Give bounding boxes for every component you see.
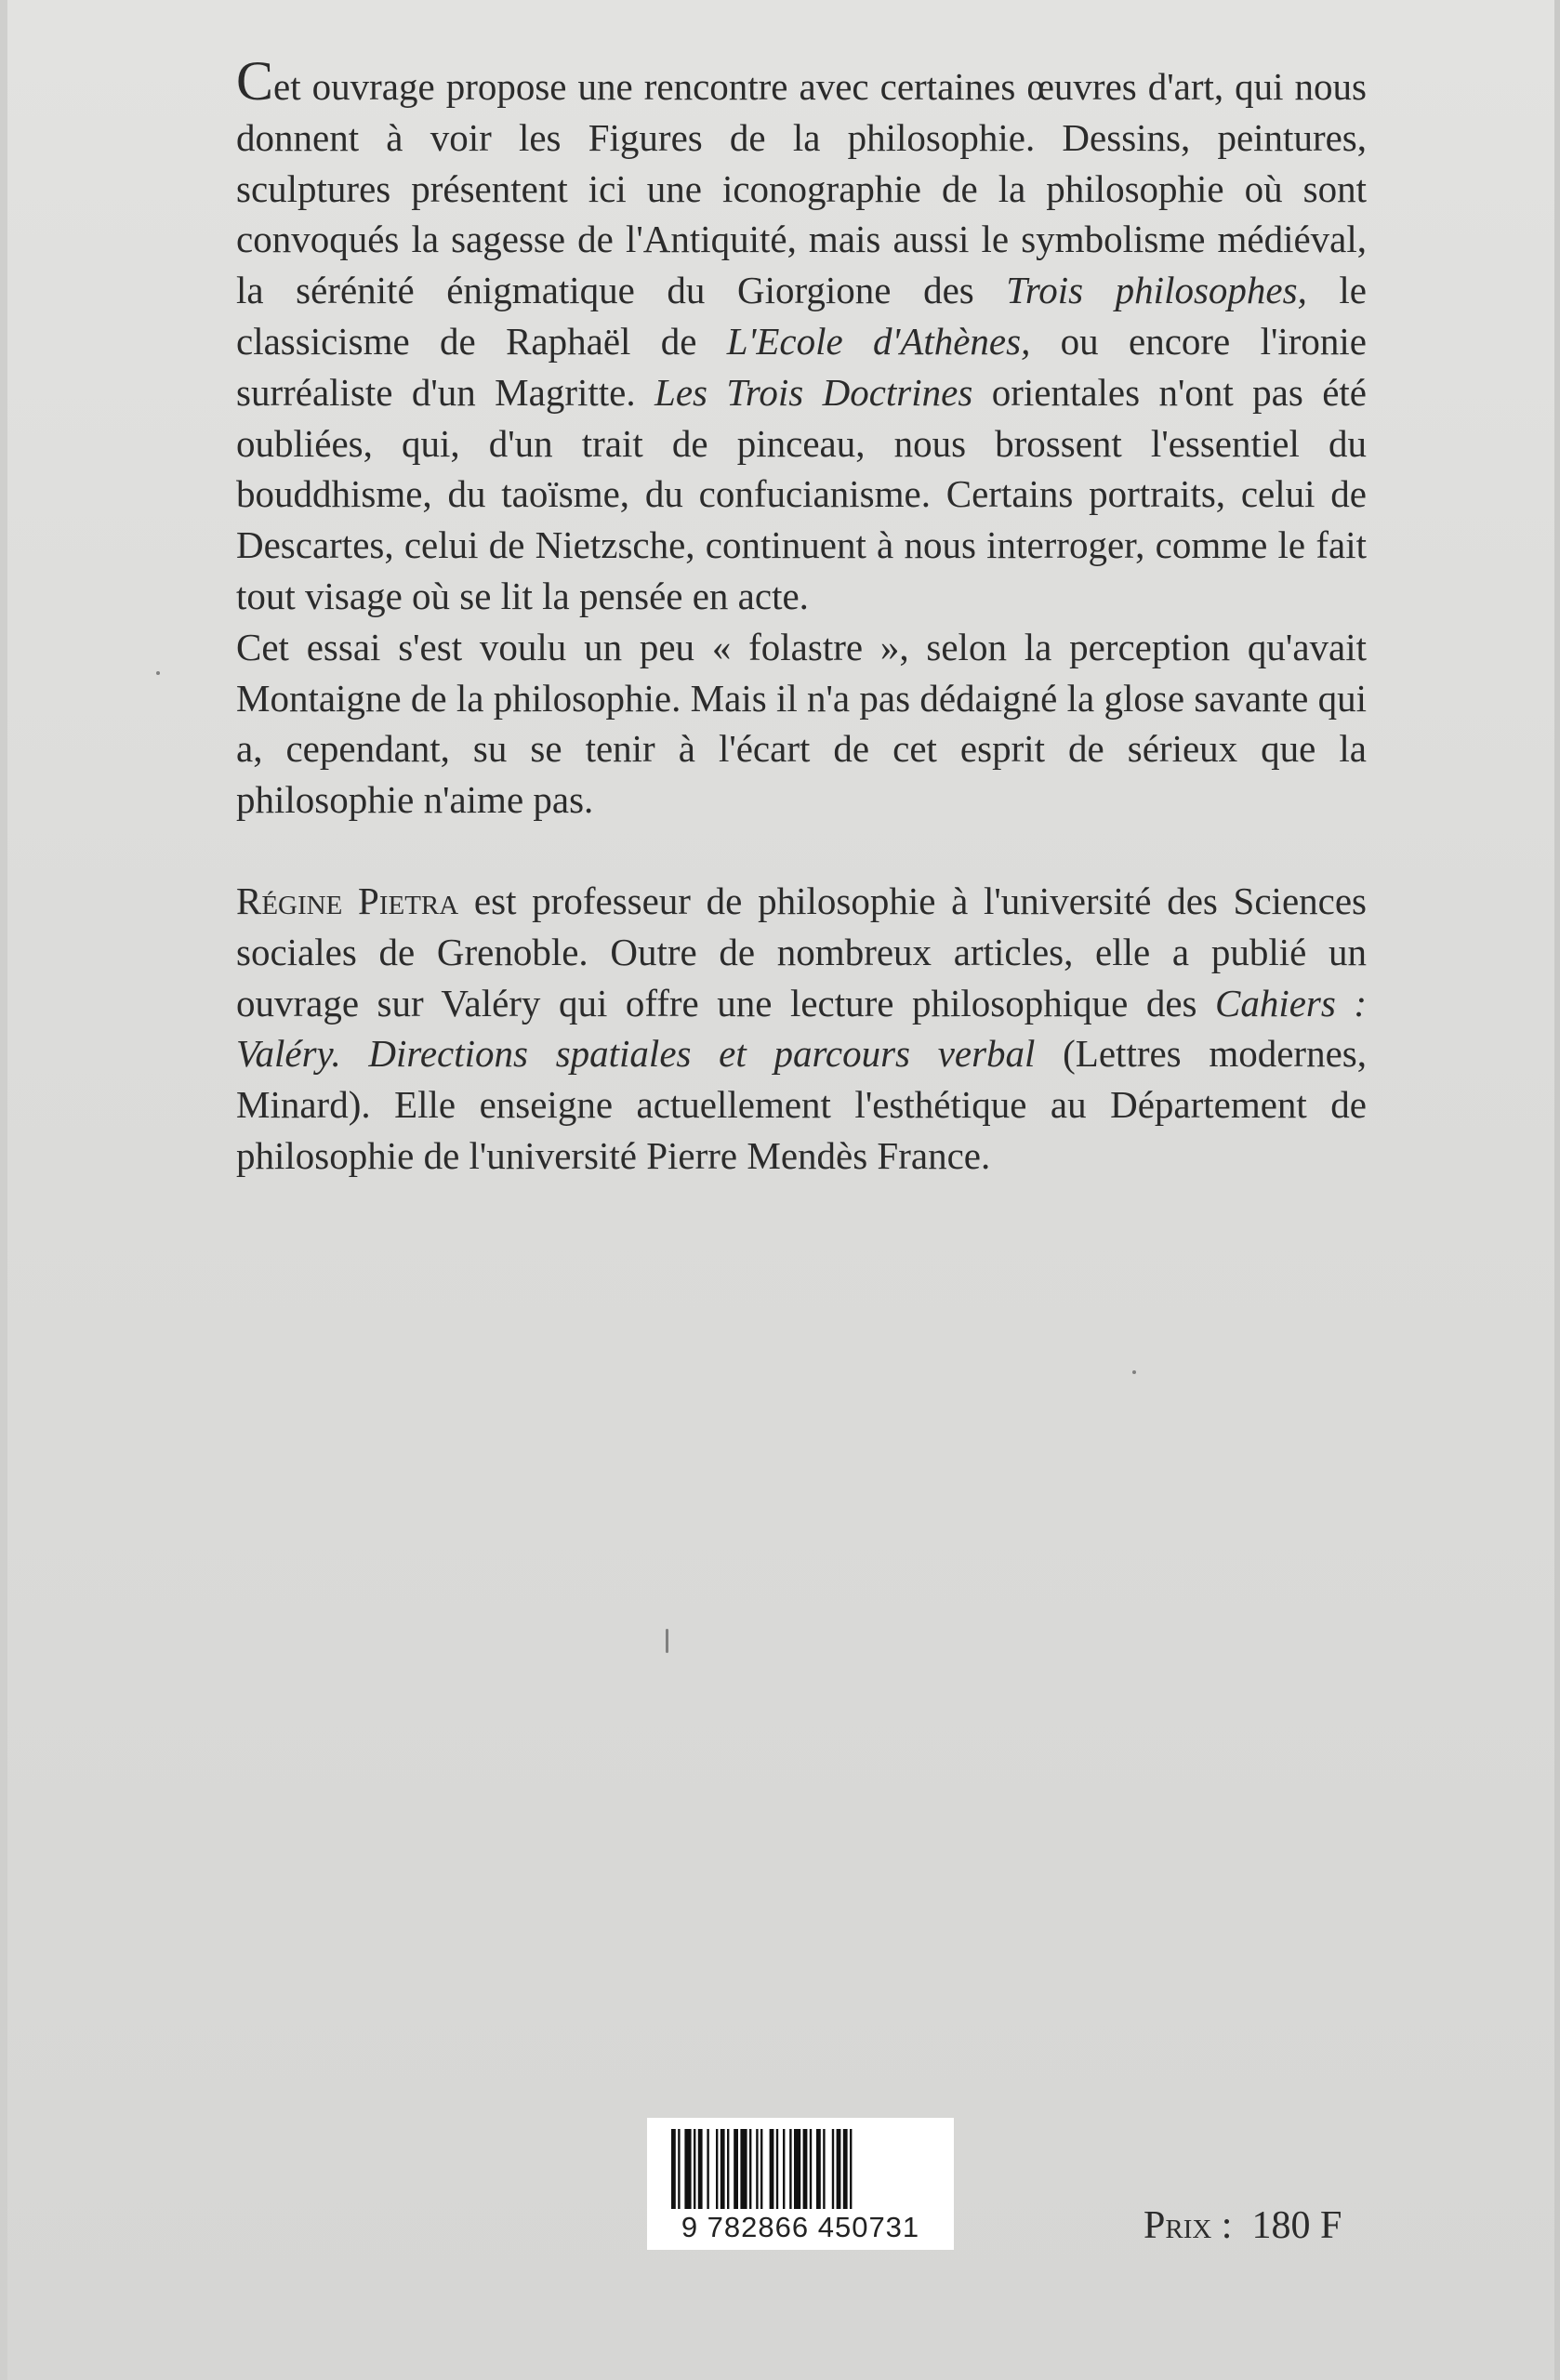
barcode-bar [727,2129,729,2209]
title-cahiers-valery: Cahiers : Valéry. Directions spatiales et parcours verbal [236,981,1368,1076]
barcode-bar [749,2129,751,2209]
barcode-bar [707,2129,708,2209]
title-trois-doctrines: Les Trois Doctrines [654,370,973,414]
barcode-bar [671,2129,676,2209]
barcode-bar [716,2129,718,2209]
paper-speck [156,671,160,675]
barcode-bar [760,2129,762,2209]
barcode-bar [734,2129,738,2209]
barcode-bar [789,2129,791,2209]
bio-text-run: est professeur de philosophie à l'université des Sciences sociales de Grenoble. Outre de nombreux articles, elle a publié un ouvrage sur Valéry qui offre une lecture philosophique des [236,879,1367,1025]
barcode-bars [647,2118,954,2211]
author-name: Régine Pietra [236,879,459,922]
barcode-bar [694,2129,695,2209]
blurb-paragraph-1 [236,50,1367,622]
barcode-bar [684,2129,691,2209]
barcode-bar [823,2129,825,2209]
barcode-bar [837,2129,841,2209]
blurb-text-run: orientales n'ont pas été oubliées, qui, d'un trait de pinceau, nous brossent l'essentiel du bouddhisme, du taoïsme, du confucianisme. Certains portraits, celui de Descartes, celui de Nietzsche, continuent à nous interroger, comme le fait tout visage où se lit la pensée en acte. [236,370,1367,617]
author-bio [236,876,1367,1182]
barcode-bar [832,2129,834,2209]
barcode-bar [721,2129,725,2209]
barcode-bar [756,2129,758,2209]
blurb-text-run: le classicisme de Raphaël de [236,269,1367,363]
barcode-bar [816,2129,821,2209]
title-ecole-athenes: L'Ecole d'Athènes, [726,319,1031,363]
blurb-paragraph-2: Cet essai s'est voulu un peu « folastre », selon la perception qu'avait Montaigne de la philosophie. Mais il n'a pas dédaigné la glose savante qui a, cependant, su se tenir à l'écart de cet esprit de sérieux que la philosophie n'aime pas. [236,625,1367,822]
blurb-text-run: ou encore l'ironie surréaliste d'un Magritte. [236,319,1367,414]
barcode-bar [740,2129,747,2209]
isbn-number: 9 782866 450731 [681,2211,920,2243]
barcode-bar [678,2129,680,2209]
price-value: 180 F [1251,2204,1342,2247]
price-label: Prix : [1144,2204,1233,2247]
blurb-text [236,50,1368,1182]
drop-cap: C [236,50,274,112]
paper-mark [666,1629,668,1653]
isbn-barcode [647,2118,954,2250]
barcode-bar [776,2129,778,2209]
barcode-bar [843,2129,848,2209]
title-trois-philosophes: Trois philosophes, [1006,269,1307,312]
barcode-bar [810,2129,812,2209]
barcode-bar [794,2129,800,2209]
blurb-text-run: et ouvrage propose une rencontre avec certaines œuvres d'art, qui nous donnent à voir les Figures de la philosophie. Dessins, peintures, sculptures présentent ici une iconographie de la philosophie où sont convoqués la sagesse de l'Antiquité, mais aussi le symbolisme médiéval, la sérénité énigmatique du Giorgione des [236,65,1367,312]
barcode-bar [850,2129,852,2209]
barcode-bar [803,2129,808,2209]
barcode-bar [698,2129,703,2209]
barcode-bar [770,2129,774,2209]
bio-text-run: (Lettres modernes, Minard). Elle enseigne actuellement l'esthétique au Département de philosophie de l'université Pierre Mendès France. [236,1032,1367,1177]
price [1144,2203,1342,2248]
paper-speck [1132,1370,1136,1374]
barcode-bar [783,2129,785,2209]
